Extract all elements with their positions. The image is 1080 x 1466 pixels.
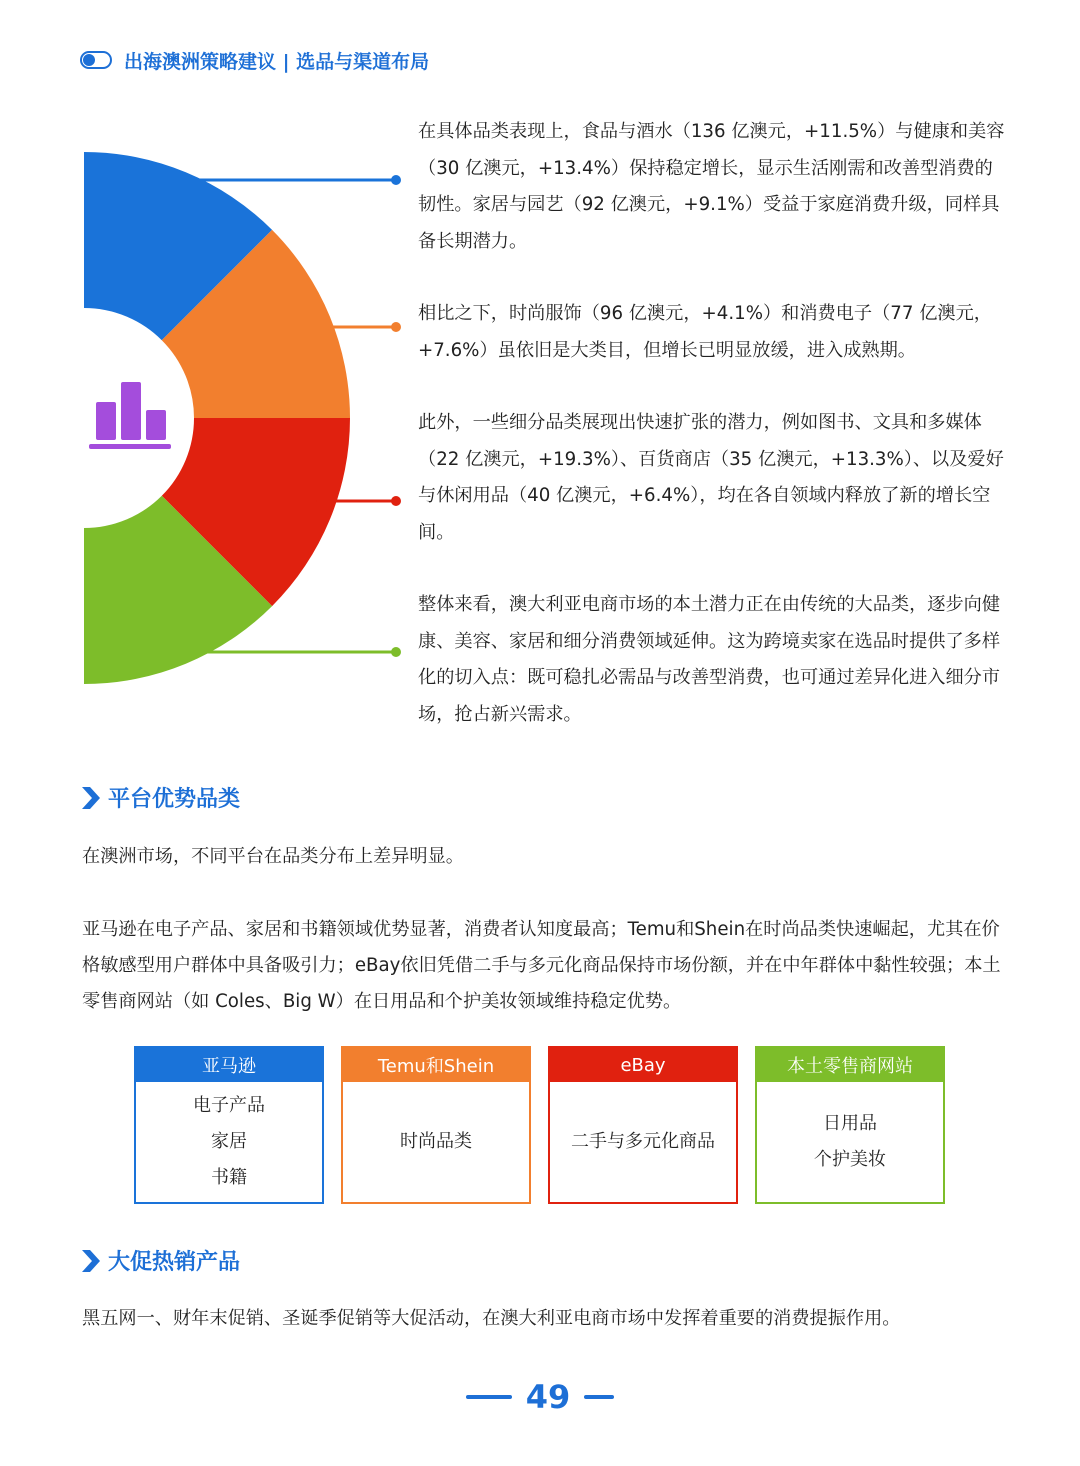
section-title: 平台优势品类 (108, 787, 241, 812)
section-intro: 在澳洲市场，不同平台在品类分布上差异明显。 (82, 846, 464, 867)
page-number-text: 49 (525, 1378, 571, 1416)
card-header: 本土零售商网站 (757, 1048, 943, 1082)
toggle-icon (80, 51, 112, 69)
connector-dot (391, 175, 401, 185)
card-item: 家居 (211, 1131, 247, 1152)
page-number (0, 1375, 1080, 1419)
card-header: 亚马逊 (136, 1048, 322, 1082)
card-header: eBay (550, 1048, 736, 1082)
icon-baseline (89, 444, 171, 449)
card-item: 二手与多元化商品 (571, 1131, 715, 1152)
connector-dot (391, 647, 401, 657)
category-fan-diagram (0, 140, 420, 700)
paragraph-mature-categories: 相比之下，时尚服饰（96 亿澳元，+4.1%）和消费电子（77 亿澳元，+7.6%）虽依旧是大类目，但增长已明显放缓，进入成熟期。 (418, 303, 992, 361)
icon-bar (96, 402, 116, 440)
paragraph-summary: 整体来看，澳大利亚电商市场的本土潜力正在由传统的大品类，逐步向健康、美容、家居和细分消费领域延伸。这为跨境卖家在选品时提供了多样化的切入点：既可稳扎必需品与改善型消费，也可通过差异化进入细分市场，抢占新兴需求。 (418, 594, 1001, 725)
icon-bar (146, 410, 166, 440)
platform-card-amazon (134, 1046, 324, 1204)
page-number-dash-left (466, 1395, 512, 1399)
platform-card-local-retail (755, 1046, 945, 1204)
platform-cards (134, 1046, 946, 1204)
page-number-dash-right (584, 1395, 614, 1399)
paragraph-niche-categories: 此外，一些细分品类展现出快速扩张的潜力，例如图书、文具和多媒体（22 亿澳元，+19.3%）、百货商店（35 亿澳元，+13.3%）、以及爱好与休闲用品（40 亿澳元，+6.4%），均在各自领域内释放了新的增长空间。 (418, 412, 1004, 543)
section-body: 黑五网一、财年末促销、圣诞季促销等大促活动，在澳大利亚电商市场中发挥着重要的消费提振作用。 (82, 1308, 901, 1329)
connector-dot (391, 496, 401, 506)
header-title: 出海澳洲策略建议 | 选品与渠道布局 (124, 50, 430, 73)
chevron-right-icon (80, 785, 102, 811)
icon-bar (121, 382, 141, 440)
paragraph-category-growth: 在具体品类表现上，食品与酒水（136 亿澳元，+11.5%）与健康和美容（30 亿澳元，+13.4%）保持稳定增长，显示生活刚需和改善型消费的韧性。家居与园艺（92 亿澳元，+9.1%）受益于家庭消费升级，同样具备长期潜力。 (418, 121, 1005, 252)
chevron-right-icon (80, 1248, 102, 1274)
platform-card-temu-shein (341, 1046, 531, 1204)
connector-dot (391, 322, 401, 332)
section-heading-platform (80, 782, 240, 813)
card-item: 时尚品类 (400, 1131, 472, 1152)
card-item: 个护美妆 (814, 1149, 886, 1170)
card-item: 书籍 (211, 1167, 247, 1188)
card-header: Temu和Shein (343, 1048, 529, 1082)
section-title: 大促热销产品 (108, 1250, 241, 1275)
section-body: 亚马逊在电子产品、家居和书籍领域优势显著，消费者认知度最高；Temu和Shein在时尚品类快速崛起，尤其在价格敏感型用户群体中具备吸引力；eBay依旧凭借二手与多元化商品保持市场份额，并在中年群体中黏性较强；本土零售商网站（如 Coles、Big W）在日用品和个护美妆领域维持稳定优势。 (82, 919, 1001, 1012)
platform-card-ebay (548, 1046, 738, 1204)
bar-chart-icon (89, 382, 171, 449)
page-header (80, 45, 429, 75)
card-item: 日用品 (823, 1113, 877, 1134)
card-item: 电子产品 (193, 1095, 265, 1116)
section-heading-promo (80, 1245, 240, 1276)
